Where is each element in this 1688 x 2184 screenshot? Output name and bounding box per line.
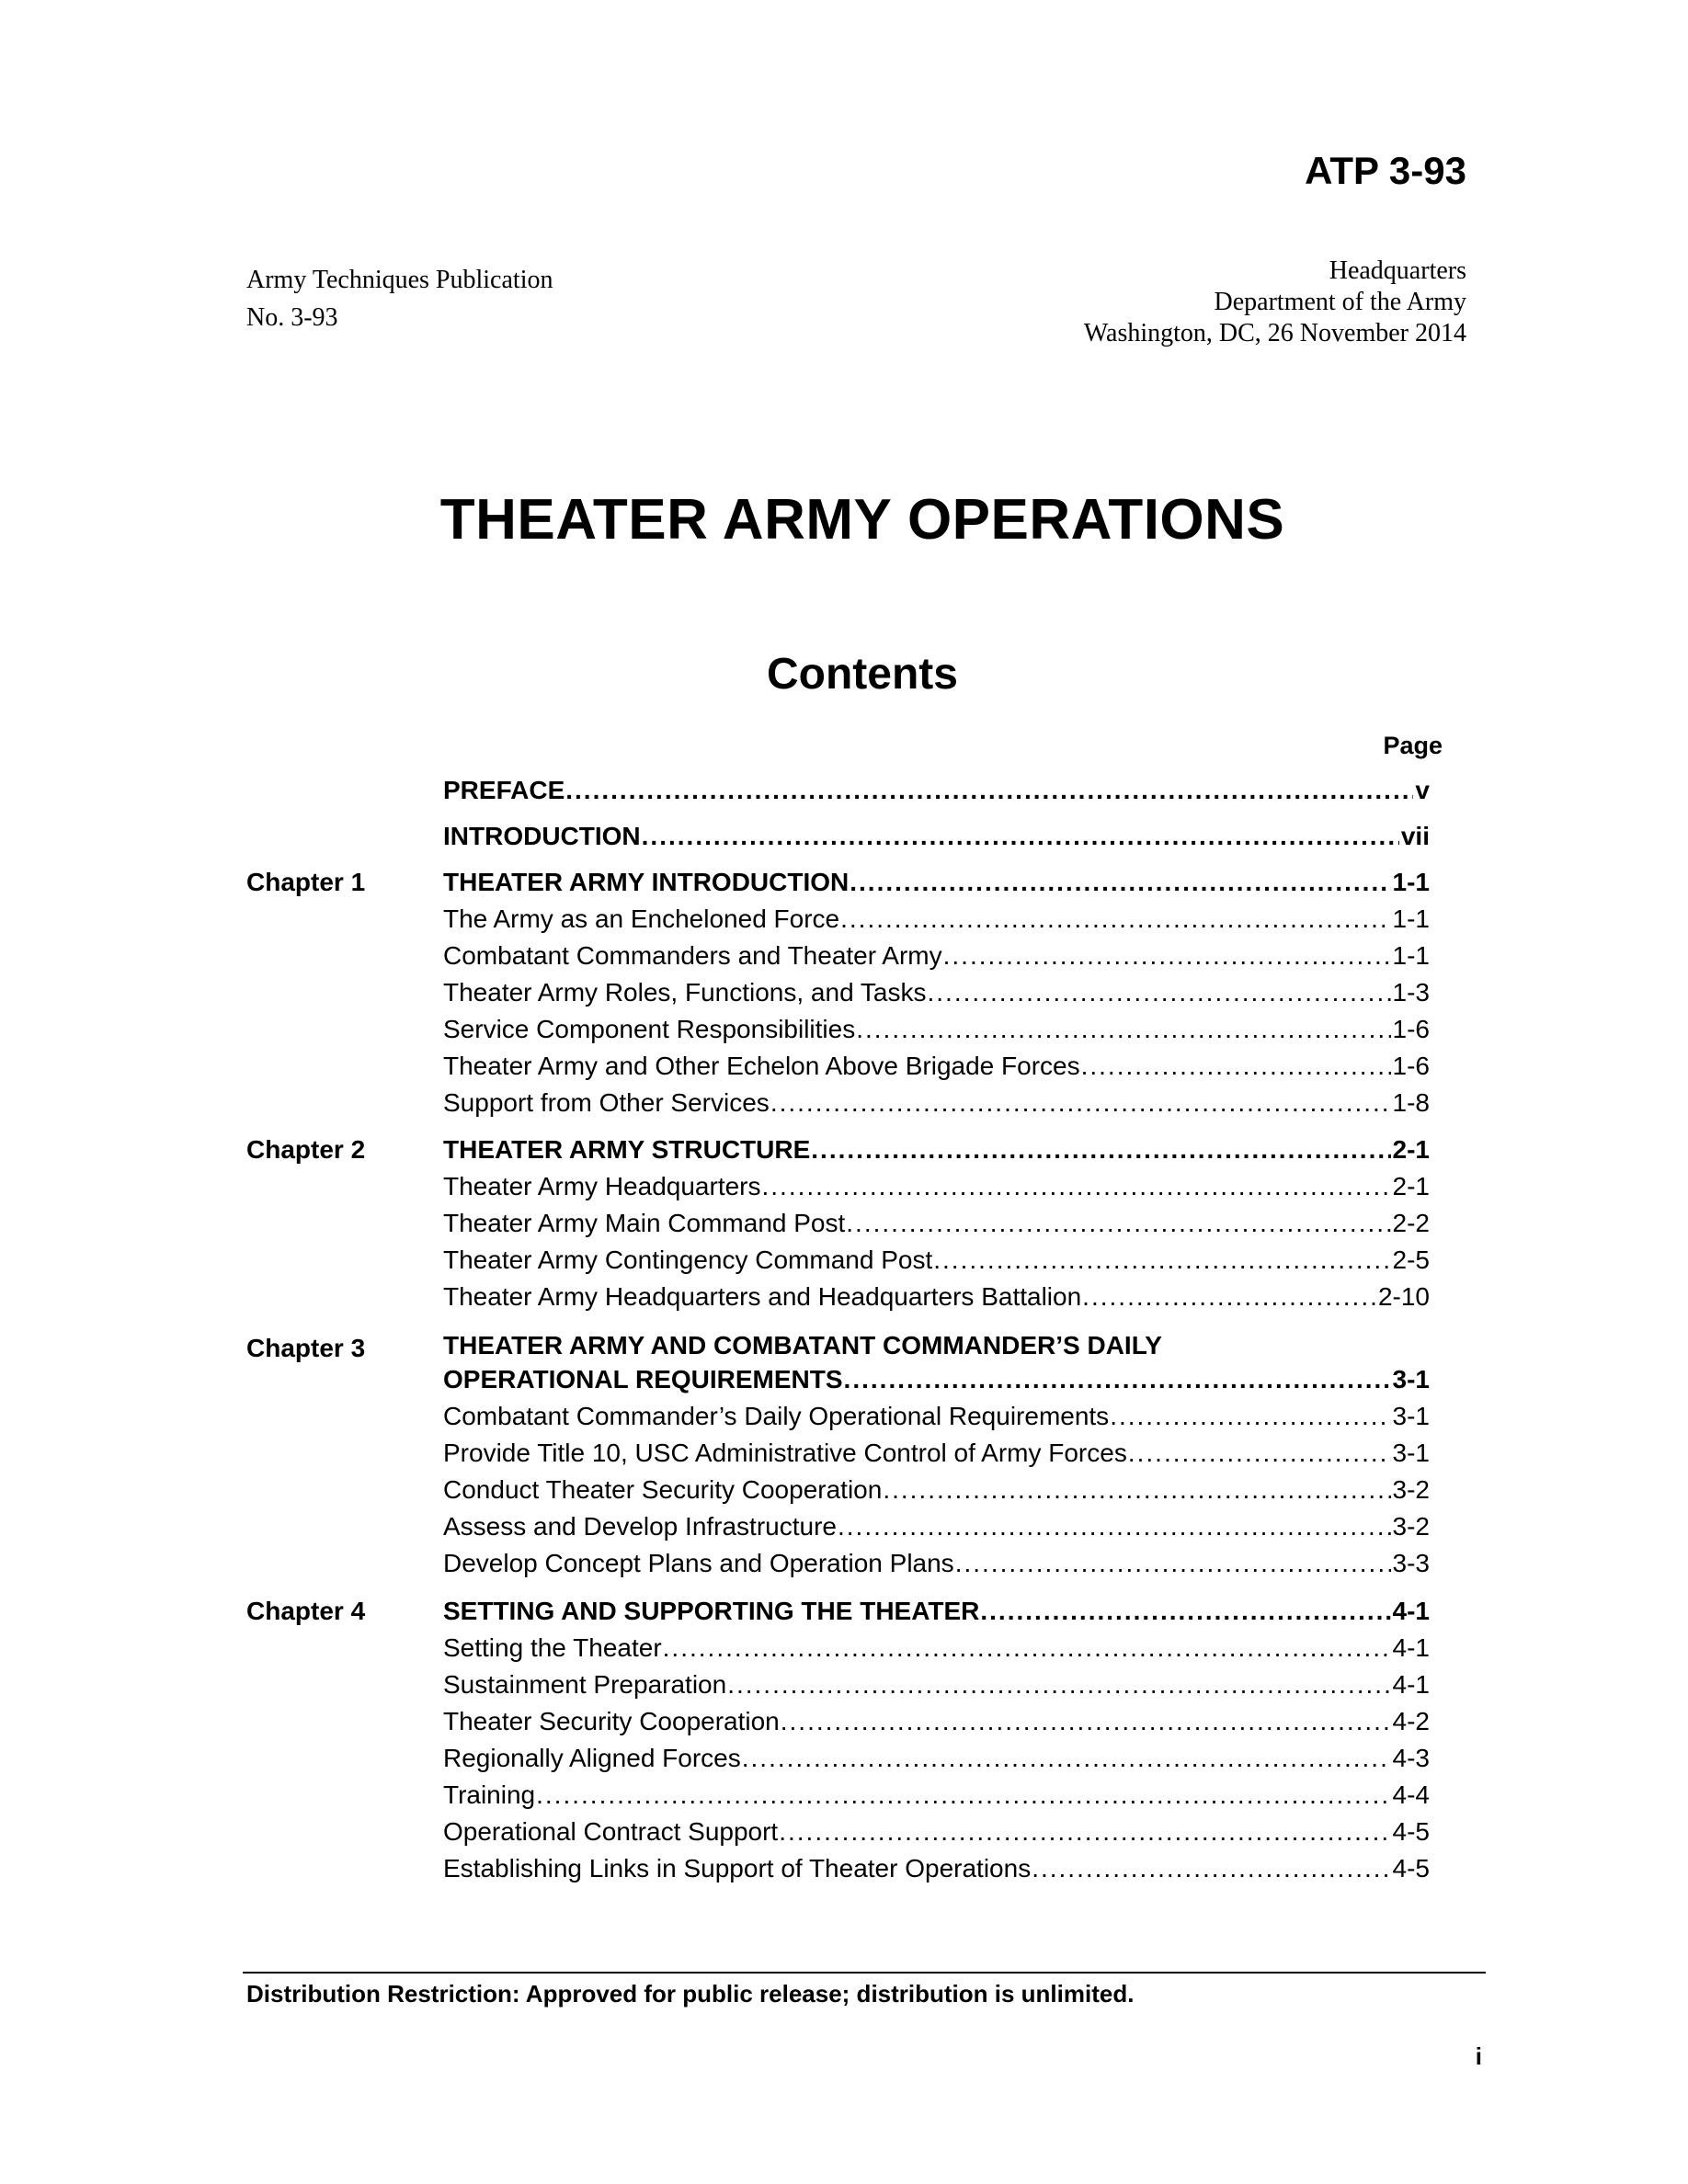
toc-entry[interactable] xyxy=(443,1545,1430,1582)
toc-entry-page: 1-3 xyxy=(1392,978,1430,1007)
toc-entry-page: 4-1 xyxy=(1392,1670,1430,1699)
dot-leader xyxy=(933,1242,1390,1279)
toc-entry-title: Theater Army Contingency Command Post xyxy=(443,1246,933,1274)
dot-leader xyxy=(1081,1048,1391,1085)
toc-entry[interactable] xyxy=(443,1850,1430,1887)
dot-leader xyxy=(844,1361,1391,1398)
toc-entry[interactable] xyxy=(443,1011,1430,1048)
distribution-restriction: Distribution Restriction: Approved for public release; distribution is unlimited. xyxy=(246,1980,1135,2008)
toc-entry[interactable] xyxy=(443,1132,1430,1168)
toc-entry[interactable] xyxy=(443,1085,1430,1121)
toc-entry-title: Theater Army Roles, Functions, and Tasks xyxy=(443,978,927,1007)
hq-line: Headquarters xyxy=(1329,256,1466,285)
toc-entry-page: 4-4 xyxy=(1392,1780,1430,1809)
toc-entry-page: 2-10 xyxy=(1377,1282,1430,1311)
toc-entry[interactable] xyxy=(443,938,1430,974)
dot-leader xyxy=(742,1740,1391,1777)
toc-entry-title: Assess and Develop Infrastructure xyxy=(443,1512,837,1541)
toc-entry[interactable] xyxy=(443,1630,1430,1666)
toc-entry-title: INTRODUCTION xyxy=(443,822,641,850)
toc-entry-title: Conduct Theater Security Cooperation xyxy=(443,1475,883,1504)
location-date-line: Washington, DC, 26 November 2014 xyxy=(1083,319,1466,347)
toc-entry[interactable] xyxy=(443,1472,1430,1508)
publication-type: Army Techniques Publication xyxy=(246,266,553,294)
toc-entry-page: v xyxy=(1415,776,1430,804)
toc-entry-title: Operational Contract Support xyxy=(443,1817,779,1846)
toc-entry-title: Setting the Theater xyxy=(443,1633,662,1662)
toc-entry[interactable] xyxy=(443,772,1430,809)
toc-entry-title: Theater Army Main Command Post xyxy=(443,1209,846,1237)
toc-entry-page: 2-1 xyxy=(1392,1172,1430,1200)
document-id: ATP 3-93 xyxy=(1305,149,1466,192)
toc-entry-page: 4-3 xyxy=(1392,1744,1430,1772)
toc-entry[interactable] xyxy=(443,1168,1430,1205)
toc-entry[interactable] xyxy=(443,1814,1430,1850)
toc-entry-page: 1-8 xyxy=(1392,1088,1430,1117)
toc-entry-page: 3-2 xyxy=(1392,1475,1430,1504)
dot-leader xyxy=(928,974,1391,1011)
toc-entry[interactable] xyxy=(443,1666,1430,1703)
toc-entry-title: SETTING AND SUPPORTING THE THEATER xyxy=(443,1597,980,1625)
toc-entry-page: 4-5 xyxy=(1392,1817,1430,1846)
dot-leader xyxy=(856,1011,1390,1048)
toc-entry[interactable] xyxy=(443,1740,1430,1777)
dot-leader xyxy=(779,1814,1390,1850)
toc-entry[interactable] xyxy=(443,1048,1430,1085)
toc-entry-page: 1-1 xyxy=(1392,868,1430,896)
dot-leader xyxy=(642,818,1399,855)
toc-entry[interactable] xyxy=(443,1703,1430,1740)
toc-entry[interactable] xyxy=(443,1435,1430,1472)
dot-leader xyxy=(1032,1850,1390,1887)
toc-entry-page: 4-2 xyxy=(1392,1707,1430,1735)
toc-entry[interactable] xyxy=(443,864,1430,901)
dot-leader xyxy=(536,1777,1390,1814)
dot-leader xyxy=(811,1132,1390,1168)
toc-entry-title: Combatant Commander’s Daily Operational Requirements xyxy=(443,1402,1110,1430)
toc-entry-page: 3-1 xyxy=(1392,1439,1430,1467)
chapter-label: Chapter 4 xyxy=(246,1597,366,1625)
chapter-label: Chapter 1 xyxy=(246,868,366,896)
chapter-label: Chapter 3 xyxy=(246,1334,366,1362)
toc-entry-title: Theater Army Headquarters xyxy=(443,1172,761,1200)
toc-entry[interactable] xyxy=(443,1593,1430,1630)
toc-entry-page: 2-1 xyxy=(1392,1135,1430,1164)
dot-leader xyxy=(850,864,1390,901)
toc-entry-page: 1-6 xyxy=(1392,1052,1430,1080)
toc-entry[interactable] xyxy=(443,1205,1430,1242)
dot-leader xyxy=(943,938,1391,974)
dot-leader xyxy=(565,772,1413,809)
toc-entry-page: 1-1 xyxy=(1392,941,1430,970)
toc-entry-title: Develop Concept Plans and Operation Plans xyxy=(443,1549,954,1577)
page-column-label: Page xyxy=(1383,732,1443,759)
toc-entry-page: 3-1 xyxy=(1392,1365,1430,1393)
footer-divider xyxy=(243,1972,1486,1974)
toc-entry-page: 1-1 xyxy=(1392,904,1430,933)
toc-entry-title: The Army as an Encheloned Force xyxy=(443,904,840,933)
dot-leader xyxy=(846,1205,1390,1242)
document-title: THEATER ARMY OPERATIONS xyxy=(439,488,1285,552)
contents-heading: Contents xyxy=(767,650,958,699)
toc-entry-page: 3-3 xyxy=(1392,1549,1430,1577)
toc-entry-page: 1-6 xyxy=(1392,1015,1430,1043)
toc-entry-page: 2-2 xyxy=(1392,1209,1430,1237)
toc-entry[interactable] xyxy=(443,1242,1430,1279)
dot-leader xyxy=(762,1168,1391,1205)
toc-entry-title: Theater Army Headquarters and Headquarters Battalion xyxy=(443,1282,1082,1311)
toc-entry-page: 4-1 xyxy=(1392,1633,1430,1662)
department-line: Department of the Army xyxy=(1214,288,1466,316)
toc-entry[interactable] xyxy=(443,1508,1430,1545)
publication-number: No. 3-93 xyxy=(246,303,338,332)
toc-entry-title-line1: THEATER ARMY AND COMBATANT COMMANDER’S DAILY xyxy=(443,1331,1162,1359)
dot-leader xyxy=(955,1545,1391,1582)
chapter-label: Chapter 2 xyxy=(246,1135,366,1164)
toc-entry-title: THEATER ARMY STRUCTURE xyxy=(443,1135,811,1164)
toc-entry-title: PREFACE xyxy=(443,776,565,804)
dot-leader xyxy=(727,1666,1390,1703)
toc-entry-title: Establishing Links in Support of Theater Operations xyxy=(443,1854,1032,1883)
toc-entry-title: Provide Title 10, USC Administrative Control of Army Forces xyxy=(443,1439,1127,1467)
page-number: i xyxy=(1475,2042,1482,2070)
dot-leader xyxy=(781,1703,1391,1740)
dot-leader xyxy=(883,1472,1390,1508)
toc-entry[interactable] xyxy=(443,1330,1430,1398)
toc-entry[interactable] xyxy=(443,1398,1430,1435)
toc-entry-title: Training xyxy=(443,1780,536,1809)
toc-entry[interactable] xyxy=(443,901,1430,938)
toc-entry[interactable] xyxy=(443,974,1430,1011)
toc-entry-title: Theater Army and Other Echelon Above Brigade Forces xyxy=(443,1052,1080,1080)
toc-entry-title: Support from Other Services xyxy=(443,1088,770,1117)
toc-entry[interactable] xyxy=(443,1279,1430,1315)
toc-entry-title: Regionally Aligned Forces xyxy=(443,1744,741,1772)
toc-entry-page: 3-1 xyxy=(1392,1402,1430,1430)
toc-entry-title: THEATER ARMY INTRODUCTION xyxy=(443,868,850,896)
toc-entry[interactable] xyxy=(443,818,1430,855)
toc-entry-page: 4-5 xyxy=(1392,1854,1430,1883)
toc-entry-title: Service Component Responsibilities xyxy=(443,1015,856,1043)
dot-leader xyxy=(838,1508,1391,1545)
toc-entry-title: Theater Security Cooperation xyxy=(443,1707,780,1735)
toc-entry-title: Combatant Commanders and Theater Army xyxy=(443,941,942,970)
dot-leader xyxy=(663,1630,1391,1666)
dot-leader xyxy=(1110,1398,1390,1435)
dot-leader xyxy=(1082,1279,1376,1315)
publication-block xyxy=(246,261,553,336)
dot-leader xyxy=(1128,1435,1391,1472)
toc-entry[interactable] xyxy=(443,1777,1430,1814)
dot-leader xyxy=(840,901,1390,938)
toc-entry-page: 2-5 xyxy=(1392,1246,1430,1274)
dot-leader xyxy=(980,1593,1390,1630)
toc-entry-title: OPERATIONAL REQUIREMENTS xyxy=(443,1365,843,1393)
toc-entry-page: 4-1 xyxy=(1392,1597,1430,1625)
dot-leader xyxy=(770,1085,1391,1121)
headquarters-block xyxy=(1084,256,1466,349)
toc-entry-page: 3-2 xyxy=(1392,1512,1430,1541)
toc-entry-page: vii xyxy=(1400,822,1430,850)
toc-entry-title: Sustainment Preparation xyxy=(443,1670,727,1699)
